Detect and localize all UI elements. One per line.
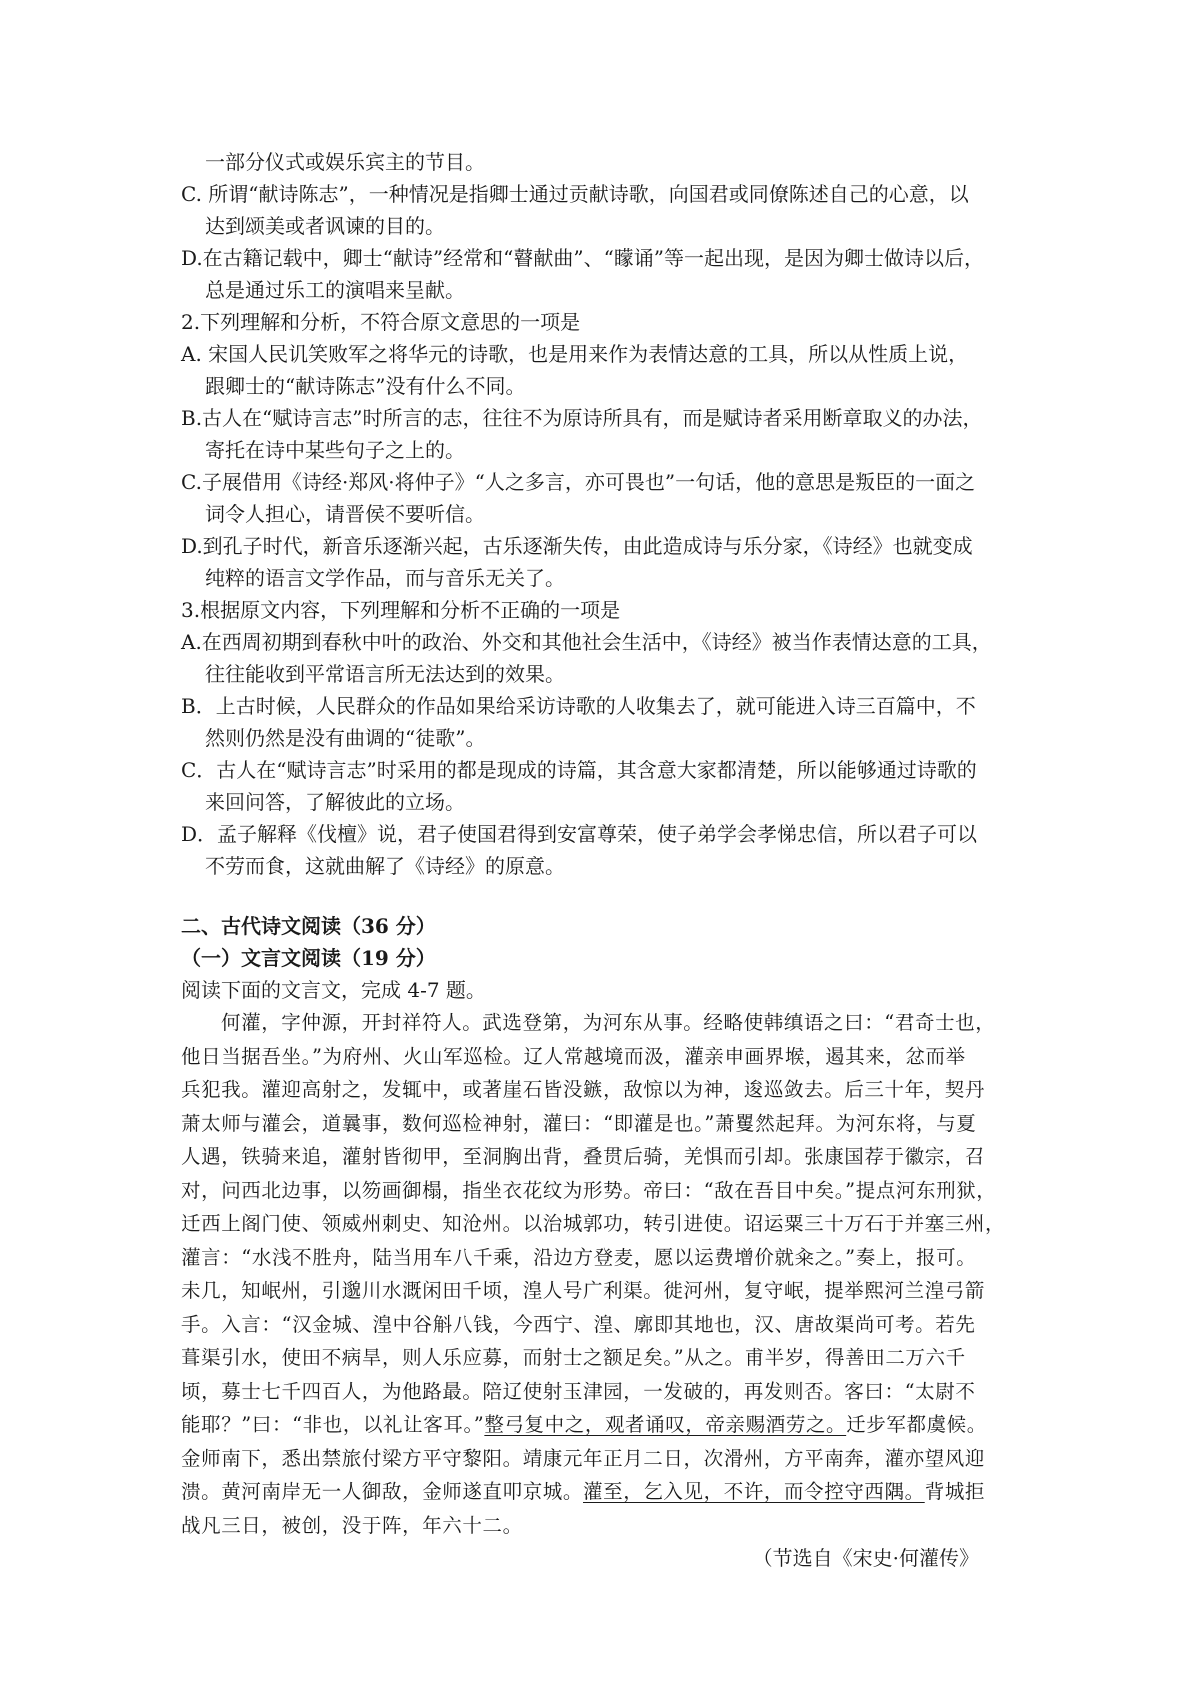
reading-instruction: 阅读下面的文言文，完成 4-7 题。 [181,978,486,1002]
passage-line: 他日当据吾坐。”为府州、火山军巡检。辽人常越境而汲，灌亲申画界堠，遏其来，忿而举 [181,1044,966,1068]
passage-source: （节选自《宋史·何灌传》 [752,1546,979,1570]
exam-page [181,146,1029,1574]
q2-option-d-line1: D.到孔子时代，新音乐逐渐兴起，古乐逐渐失传，由此造成诗与乐分家，《诗经》也就变成 [181,534,973,558]
passage-line: 兵犯我。灌迎高射之，发辄中，或著崖石皆没鏃，敌惊以为神，逡巡敛去。后三十年，契丹 [181,1078,986,1101]
q1-option-c-line2: 达到颂美或者讽谏的目的。 [205,214,445,238]
q1-option-d-line2: 总是通过乐工的演唱来呈献。 [205,278,465,302]
q3-stem: 3.根据原文内容，下列理解和分析不正确的一项是 [181,598,621,622]
passage-line: 手。入言：“汉金城、湟中谷斛八钱，今西宁、湟、廓即其地也，汉、唐故渠尚可考。若先 [181,1312,976,1336]
q1-option-b-continuation: 一部分仪式或娱乐宾主的节目。 [205,150,485,174]
passage-text: 背城拒 [924,1480,986,1503]
passage-line: 金师南下，悉出禁旅付梁方平守黎阳。靖康元年正月二日，次滑州，方平南奔，灌亦望风迎 [181,1446,986,1470]
passage-line: 葺渠引水，使田不病旱，则人乐应募，而射士之额足矣。”从之。甫半岁，得善田二万六千 [181,1346,966,1369]
q3-option-b-line2: 然则仍然是没有曲调的“徒歌”。 [205,726,486,750]
q2-option-b-line1: B.古人在“赋诗言志”时所言的志，往往不为原诗所具有，而是赋诗者采用断章取义的办法， [181,406,983,430]
underlined-sentence: 整弓复中之，观者诵叹，帝亲赐酒劳之。 [484,1413,847,1436]
passage-text: 能耶？”曰：“非也，以礼让客耳。” [181,1413,485,1436]
passage-line: 人遇，铁骑来追，灌射皆彻甲，至洞胸出背，叠贯后骑，羌惧而引却。张康国荐于徽宗，召 [181,1145,986,1168]
question-3 [181,594,1029,882]
question-2 [181,306,1029,594]
passage-line [181,1408,1029,1442]
passage-line: 何灌，字仲源，开封祥符人。武选登第，为河东从事。经略使韩缜语之曰：“君奇士也， [221,1011,996,1034]
passage-line: 萧太师与灌会，道曩事，数何巡检神射，灌曰：“即灌是也。”萧矍然起拜。为河东将，与夏 [181,1111,977,1135]
passage-line: 对，问西北边事，以笏画御榻，指坐衣花纹为形势。帝曰：“敌在吾目中矣。”提点河东刑狱， [181,1178,997,1202]
q2-option-c-line2: 词令人担心，请晋侯不要听信。 [205,502,485,526]
q2-stem: 2.下列理解和分析，不符合原文意思的一项是 [181,310,581,334]
classical-passage [181,1006,1029,1542]
passage-line: 迁西上阁门使、领威州刺史、知沧州。以治城郭功，转引进使。诏运粟三十万石于并塞三州， [181,1212,1006,1235]
passage-line: 战凡三日，被创，没于阵，年六十二。 [181,1513,523,1537]
q1-option-d-line1: D.在古籍记载中，卿士“献诗”经常和“瞽献曲”、“矇诵”等一起出现，是因为卿士做诗以后， [181,246,985,270]
passage-text: 迁步军都虞候。 [846,1413,987,1436]
question-1-options-tail [181,146,1029,306]
q3-option-d-line2: 不劳而食，这就曲解了《诗经》的原意。 [205,854,565,878]
q3-option-d-line1: D．孟子解释《伐檀》说，君子使国君得到安富尊荣，使子弟学会孝悌忠信，所以君子可以 [181,822,978,846]
passage-line: 未几，知岷州，引邈川水溉闲田千顷，湟人号广利渠。徙河州，复守岷，提举熙河兰湟弓箭 [181,1279,986,1302]
passage-text: 溃。黄河南岸无一人御敌，金师遂直叩京城。 [181,1480,584,1503]
passage-line [181,1475,1029,1509]
q2-option-c-line1: C.子展借用《诗经·郑风·将仲子》“人之多言，亦可畏也”一句话，他的意思是叛臣的一面之 [181,470,976,494]
section-heading: 二、古代诗文阅读（36 分） [181,914,436,938]
section-2 [181,910,1029,1574]
q2-option-d-line2: 纯粹的语言文学作品，而与音乐无关了。 [205,566,565,590]
subsection-heading: （一）文言文阅读（19 分） [181,946,436,970]
q2-option-b-line2: 寄托在诗中某些句子之上的。 [205,438,465,462]
q3-option-b-line1: B．上古时候，人民群众的作品如果给采访诗歌的人收集去了，就可能进入诗三百篇中，不 [181,694,976,718]
q1-option-c-line1: C. 所谓“献诗陈志”，一种情况是指卿士通过贡献诗歌，向国君或同僚陈述自己的心意，以 [181,182,969,206]
q2-option-a-line2: 跟卿士的“献诗陈志”没有什么不同。 [205,374,526,398]
underlined-sentence: 灌至，乞入见，不许，而令控守西隅。 [583,1480,925,1503]
q3-option-a-line1: A.在西周初期到春秋中叶的政治、外交和其他社会生活中，《诗经》被当作表情达意的工具， [181,630,992,654]
passage-line: 灌言：“水浅不胜舟，陆当用车八千乘，沿边方登麦，愿以运费增价就籴之。”奏上，报可。 [181,1245,977,1269]
q3-option-c-line2: 来回问答，了解彼此的立场。 [205,790,465,814]
q3-option-c-line1: C．古人在“赋诗言志”时采用的都是现成的诗篇，其含意大家都清楚，所以能够通过诗歌的 [181,758,977,782]
passage-line: 顷，募士七千四百人，为他路最。陪辽使射玉津园，一发破的，再发则否。客曰：“太尉不 [181,1379,976,1403]
q3-option-a-line2: 往往能收到平常语言所无法达到的效果。 [205,662,565,686]
q2-option-a-line1: A. 宋国人民讥笑败军之将华元的诗歌，也是用来作为表情达意的工具，所以从性质上说， [181,342,969,366]
